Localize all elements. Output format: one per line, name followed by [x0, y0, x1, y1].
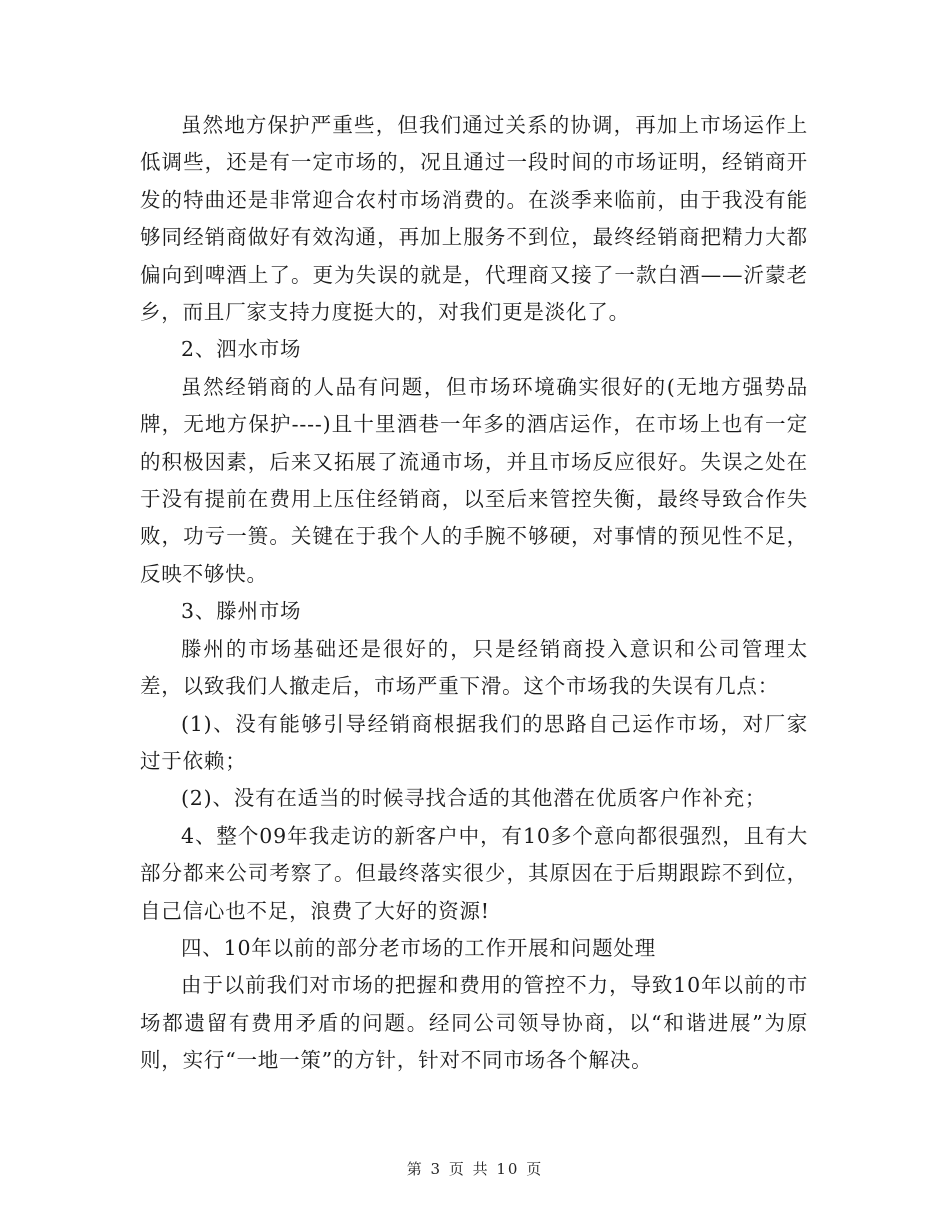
heading-tengzhou-market: 3、滕州市场 — [181, 599, 302, 624]
page-number: 第 3 页 共 10 页 — [406, 1160, 544, 1178]
paragraph-new-customers: 4、整个09年我走访的新客户中，有10多个意向都很强烈，且有大部分都来公司考察了。但最终落实很少，其原因在于后期跟踪不到位，自己信心也不足，浪费了大好的资源! — [140, 823, 808, 923]
body-text — [140, 107, 808, 1080]
paragraph-tengzhou-market: 滕州的市场基础还是很好的，只是经销商投入意识和公司管理太差，以致我们人撤走后，市场严重下滑。这个市场我的失误有几点： — [140, 636, 808, 699]
heading-old-markets: 四、10年以前的部分老市场的工作开展和问题处理 — [181, 935, 656, 960]
paragraph-old-markets: 由于以前我们对市场的把握和费用的管控不力，导致10年以前的市场都遗留有费用矛盾的问题。经同公司领导协商，以“和谐进展”为原则，实行“一地一策”的方针，针对不同市场各个解决。 — [140, 973, 808, 1073]
list-item-2: (2)、没有在适当的时候寻找合适的其他潜在优质客户作补充； — [181, 786, 767, 811]
heading-sishui-market: 2、泗水市场 — [181, 337, 302, 362]
paragraph-marketing-summary: 虽然地方保护严重些，但我们通过关系的协调，再加上市场运作上低调些，还是有一定市场的，况且通过一段时间的市场证明，经销商开发的特曲还是非常迎合农村市场消费的。在淡季来临前，由于我没有能够同经销商做好有效沟通，再加上服务不到位，最终经销商把精力大都偏向到啤酒上了。更为失误的就是，代理商又接了一款白酒——沂蒙老乡，而且厂家支持力度挺大的，对我们更是淡化了。 — [140, 113, 808, 325]
paragraph-sishui-market: 虽然经销商的人品有问题，但市场环境确实很好的(无地方强势品牌，无地方保护----)且十里酒巷一年多的酒店运作，在市场上也有一定的积极因素，后来又拓展了流通市场，并且市场反应很好。失误之处在于没有提前在费用上压住经销商，以至后来管控失衡，最终导致合作失败，功亏一篑。关键在于我个人的手腕不够硬，对事情的预见性不足，反映不够快。 — [140, 374, 808, 586]
list-item-1: (1)、没有能够引导经销商根据我们的思路自己运作市场，对厂家过于依赖； — [140, 711, 808, 773]
